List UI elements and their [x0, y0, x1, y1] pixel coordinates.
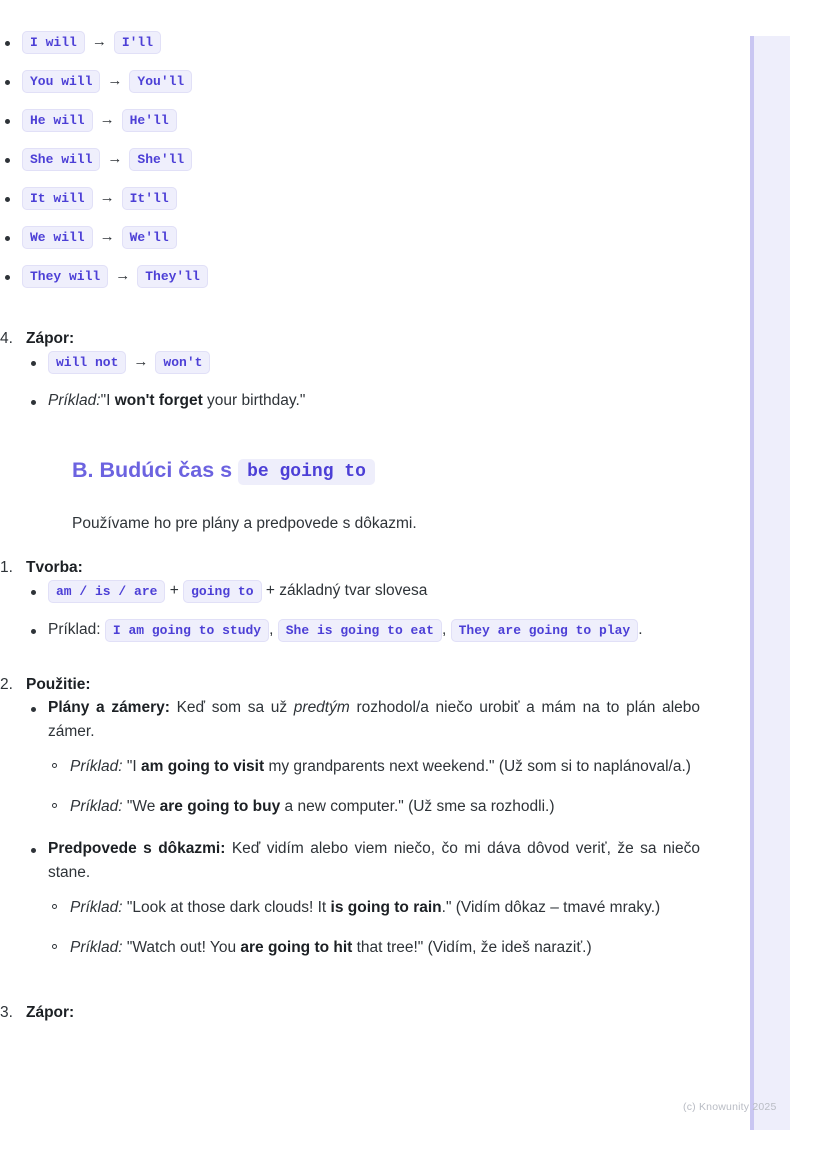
use-examples — [48, 895, 700, 960]
list-item-use — [26, 696, 700, 819]
list-item — [0, 186, 700, 212]
list-item-example — [48, 754, 700, 779]
period: . — [638, 620, 643, 638]
list-item — [0, 147, 700, 173]
code-chip-short: They'll — [137, 265, 208, 288]
code-chip-will-not: will not — [48, 351, 126, 374]
arrow-icon: → — [99, 228, 115, 245]
example-text-post: your birthday." — [202, 392, 306, 410]
arrow-icon: → — [107, 72, 123, 89]
code-chip-short: We'll — [122, 226, 177, 249]
example-text-pre: "Look at those dark clouds! It — [122, 899, 331, 917]
list-item — [0, 225, 700, 251]
list-number: 2. — [0, 675, 13, 693]
list-item-zapor — [0, 1001, 700, 1024]
list-item-use — [26, 837, 700, 960]
list-item-example — [48, 895, 700, 920]
example-text-pre: "Watch out! You — [122, 939, 241, 957]
example-text-post: ." (Vidím dôkaz – tmavé mraky.) — [441, 899, 661, 917]
code-chip-short: I'll — [114, 31, 161, 54]
list-item — [26, 579, 700, 605]
code-chip-example-2: She is going to eat — [278, 619, 442, 642]
list-item-zapor — [0, 327, 700, 413]
list-number: 3. — [0, 1003, 13, 1021]
tvorba-rules — [26, 579, 700, 644]
negative-will-rules — [26, 350, 700, 413]
use-examples — [48, 754, 700, 819]
example-text-pre: "I — [122, 758, 141, 776]
pouzitie-uses — [26, 696, 700, 961]
list-item — [26, 350, 700, 376]
list-number: 1. — [0, 558, 13, 576]
example-label: Príklad: — [70, 899, 123, 917]
list-item — [0, 264, 700, 290]
code-chip-wont: won't — [155, 351, 210, 374]
formula-tail: + základný tvar slovesa — [265, 581, 428, 599]
code-chip-short: He'll — [122, 109, 177, 132]
example-text-pre: "We — [122, 798, 160, 816]
example-text-bold: are going to buy — [159, 798, 281, 816]
code-chip-am-is-are: am / is / are — [48, 580, 165, 603]
example-label: Príklad: — [48, 620, 101, 638]
use-lead: Predpovede s dôkazmi: — [48, 840, 226, 858]
page-title-section-b — [72, 454, 700, 490]
example-label: Príklad: — [70, 798, 123, 816]
code-chip-full: She will — [22, 148, 100, 171]
code-chip-full: It will — [22, 187, 93, 210]
negative-will-section — [0, 327, 700, 413]
example-text-post: my grandparents next weekend." (Už som si to naplánoval/a.) — [264, 758, 691, 776]
arrow-icon: → — [133, 353, 149, 371]
code-chip-full: I will — [22, 31, 85, 54]
formula-plus: + — [169, 581, 179, 599]
example-text-bold: are going to hit — [240, 939, 353, 957]
example-text-bold: won't forget — [114, 392, 203, 410]
arrow-icon: → — [115, 267, 131, 284]
code-chip-short: You'll — [129, 70, 192, 93]
use-text-italic: predtým — [293, 699, 350, 717]
list-item-example — [48, 794, 700, 819]
code-chip-short: She'll — [129, 148, 192, 171]
tvorba-section — [0, 556, 700, 644]
list-number: 4. — [0, 330, 13, 347]
comma: , — [441, 620, 447, 638]
list-item-example — [48, 935, 700, 960]
right-sidebar-strip — [750, 36, 790, 1130]
list-item-title: Použitie: — [26, 675, 91, 693]
arrow-icon: → — [107, 150, 123, 167]
list-item-title: Zápor: — [26, 1003, 75, 1021]
example-text-post: a new computer." (Už sme sa rozhodli.) — [280, 798, 555, 816]
use-text-pre: Keď som sa už — [169, 699, 294, 717]
use-text-post: rozhodol/a niečo urobiť a mám na to plán alebo zámer. — [48, 699, 700, 741]
example-text-post: that tree!" (Vidím, že ideš naraziť.) — [352, 939, 592, 957]
comma: , — [269, 620, 274, 638]
list-item-pouzitie — [0, 673, 700, 961]
contractions-list — [0, 30, 700, 290]
arrow-icon: → — [91, 33, 107, 50]
arrow-icon: → — [99, 189, 115, 206]
arrow-icon: → — [99, 111, 115, 128]
section-b-heading-text: B. Budúci čas s — [72, 458, 233, 483]
example-label: Príklad: — [70, 758, 123, 776]
watermark: (c) Knowunity 2025 — [683, 1101, 777, 1113]
code-chip-example-1: I am going to study — [105, 619, 269, 642]
code-chip-example-3: They are going to play — [451, 619, 639, 642]
example-label: Príklad: — [70, 939, 123, 957]
example-text-bold: is going to rain — [330, 899, 442, 917]
list-item-tvorba — [0, 556, 700, 644]
example-text-bold: am going to visit — [140, 758, 265, 776]
code-chip-full: We will — [22, 226, 93, 249]
list-item — [0, 69, 700, 95]
list-item — [26, 389, 700, 413]
example-text-pre: "I — [100, 392, 115, 410]
code-chip-be-going-to: be going to — [238, 459, 375, 485]
code-chip-short: It'll — [122, 187, 177, 210]
code-chip-full: They will — [22, 265, 108, 288]
list-item-title: Tvorba: — [26, 558, 83, 576]
list-item — [26, 618, 700, 644]
pouzitie-section — [0, 673, 700, 961]
use-text-pre: Keď vidím alebo viem niečo, čo mi dáva dôvod veriť, že sa niečo stane. — [48, 840, 700, 882]
list-item — [0, 30, 700, 56]
code-chip-full: He will — [22, 109, 93, 132]
list-item — [0, 108, 700, 134]
zapor-going-to-section — [0, 1001, 700, 1024]
list-item-title: Zápor: — [26, 330, 75, 347]
code-chip-full: You will — [22, 70, 100, 93]
use-lead: Plány a zámery: — [48, 699, 170, 717]
section-b-intro: Používame ho pre plány a predpovede s dôkazmi. — [72, 515, 417, 533]
example-label: Príklad: — [48, 392, 101, 410]
code-chip-going-to: going to — [183, 580, 261, 603]
